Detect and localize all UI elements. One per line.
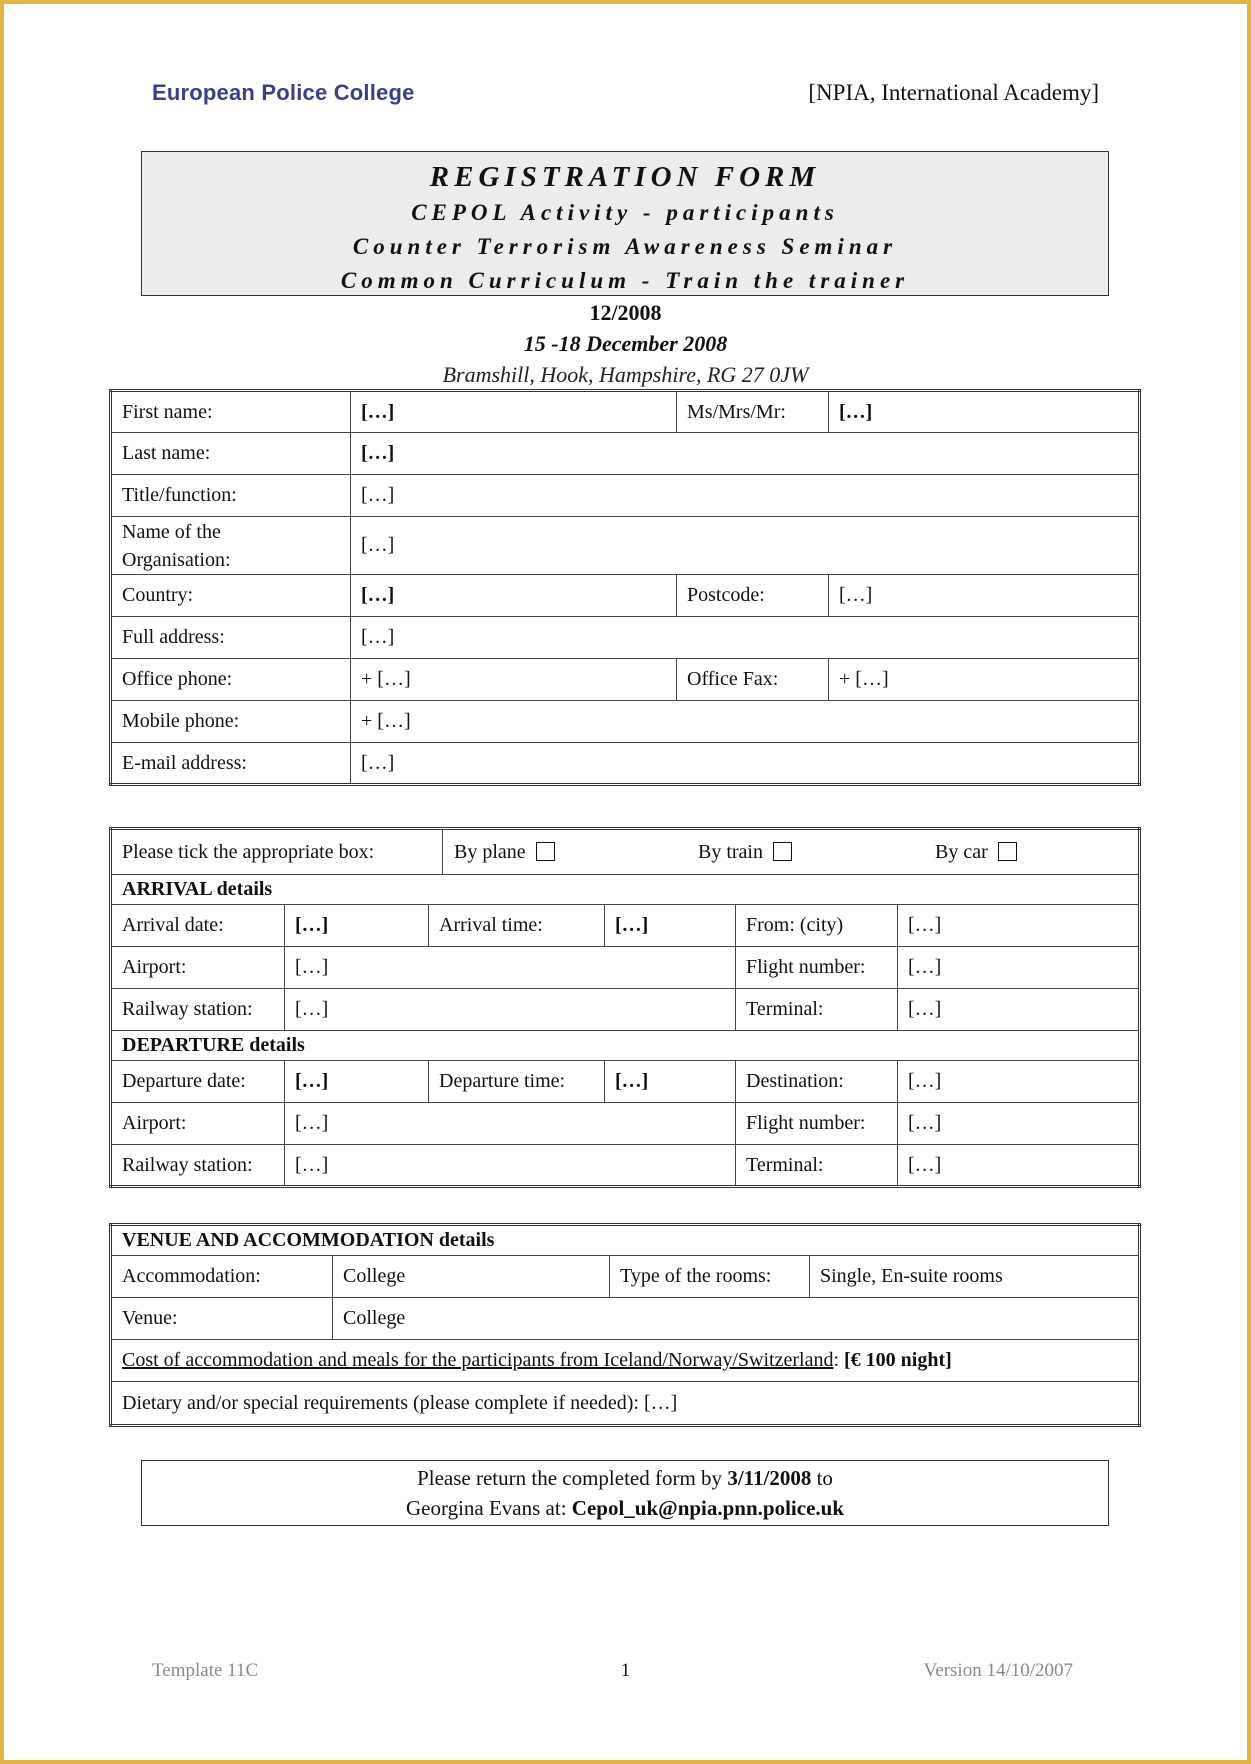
train-checkbox[interactable] (773, 842, 792, 861)
departure-railway-label: Railway station: (111, 1145, 285, 1187)
college-logo: European Police College (152, 80, 415, 105)
seminar-title: Counter Terrorism Awareness Seminar (352, 234, 898, 259)
title-function-field[interactable]: […] (351, 475, 1140, 517)
return-line-2 (142, 1493, 1108, 1523)
arrival-terminal-label: Terminal: (736, 989, 898, 1031)
office-phone-field[interactable]: + […] (351, 659, 677, 701)
car-label: By car (935, 840, 988, 863)
destination-field[interactable]: […] (898, 1061, 1140, 1103)
table-row (111, 989, 1140, 1031)
departure-flight-label: Flight number: (736, 1103, 898, 1145)
table-row (111, 743, 1140, 785)
form-title: REGISTRATION FORM (429, 161, 821, 193)
cost-value: [€ 100 night] (844, 1349, 952, 1371)
departure-airport-field[interactable]: […] (285, 1103, 736, 1145)
last-name-field[interactable]: […] (351, 433, 1140, 475)
return-line-1 (142, 1463, 1108, 1493)
table-row (111, 905, 1140, 947)
arrival-heading: ARRIVAL details (111, 875, 1140, 905)
first-name-label: First name: (111, 391, 351, 433)
room-type-label: Type of the rooms: (610, 1256, 810, 1298)
departure-date-field[interactable]: […] (285, 1061, 429, 1103)
return-prefix: Please return the completed form by (417, 1466, 723, 1490)
departure-time-field[interactable]: […] (605, 1061, 736, 1103)
arrival-airport-label: Airport: (111, 947, 285, 989)
footer-template: Template 11C (152, 1660, 259, 1681)
table-row (111, 1298, 1140, 1340)
cost-text: Cost of accommodation and meals for the participants from Iceland/Norway/Switzerland (122, 1349, 834, 1371)
departure-terminal-field[interactable]: […] (898, 1145, 1140, 1187)
event-reference: 12/2008 (589, 300, 662, 325)
arrival-terminal-field[interactable]: […] (898, 989, 1140, 1031)
arrival-railway-label: Railway station: (111, 989, 285, 1031)
from-city-field[interactable]: […] (898, 905, 1140, 947)
option-plane[interactable] (443, 841, 688, 864)
mobile-phone-field[interactable]: + […] (351, 701, 1140, 743)
table-row (111, 1256, 1140, 1298)
postcode-label: Postcode: (677, 575, 829, 617)
cost-colon: : (833, 1349, 840, 1371)
train-label: By train (698, 840, 763, 863)
venue-label: Venue: (111, 1298, 333, 1340)
arrival-date-field[interactable]: […] (285, 905, 429, 947)
table-row (111, 1145, 1140, 1187)
return-email[interactable]: Cepol_uk@npia.pnn.police.uk (571, 1496, 845, 1520)
table-row (111, 517, 1140, 575)
curriculum-title: Common Curriculum - Train the trainer (340, 268, 910, 293)
tick-label: Please tick the appropriate box: (112, 830, 443, 874)
return-suffix: to (816, 1466, 833, 1490)
table-row (111, 947, 1140, 989)
table-row (111, 391, 1140, 433)
table-row (111, 617, 1140, 659)
option-train[interactable] (688, 841, 925, 864)
title-function-label: Title/function: (111, 475, 351, 517)
arrival-railway-field[interactable]: […] (285, 989, 736, 1031)
first-name-field[interactable]: […] (351, 391, 677, 433)
country-field[interactable]: […] (351, 575, 677, 617)
table-row (111, 1031, 1140, 1061)
table-row (111, 1103, 1140, 1145)
return-deadline: 3/11/2008 (727, 1466, 812, 1490)
car-checkbox[interactable] (998, 842, 1017, 861)
arrival-date-label: Arrival date: (111, 905, 285, 947)
departure-date-label: Departure date: (111, 1061, 285, 1103)
mobile-phone-label: Mobile phone: (111, 701, 351, 743)
organisation-label (111, 517, 351, 575)
transport-row (111, 829, 1140, 875)
table-row (111, 829, 1140, 875)
table-row (111, 701, 1140, 743)
academy-header: [NPIA, International Academy] (808, 80, 1099, 105)
event-dates: 15 -18 December 2008 (523, 331, 728, 356)
personal-details-table (109, 389, 1141, 786)
email-label: E-mail address: (111, 743, 351, 785)
organisation-label-line1: Name of the (122, 520, 221, 543)
departure-flight-field[interactable]: […] (898, 1103, 1140, 1145)
room-type-value: Single, En-suite rooms (810, 1256, 1140, 1298)
accommodation-value: College (333, 1256, 610, 1298)
departure-railway-field[interactable]: […] (285, 1145, 736, 1187)
organisation-label-line2: Organisation: (122, 548, 231, 571)
plane-checkbox[interactable] (536, 842, 555, 861)
table-row (111, 433, 1140, 475)
last-name-label: Last name: (111, 433, 351, 475)
dietary-field[interactable]: Dietary and/or special requirements (please complete if needed): […] (111, 1382, 1140, 1426)
option-car[interactable] (925, 841, 1017, 864)
return-instructions (141, 1460, 1109, 1526)
footer-version: Version 14/10/2007 (923, 1660, 1073, 1681)
form-subtitle: CEPOL Activity - participants (411, 200, 839, 225)
travel-details-table (109, 827, 1141, 1188)
full-address-label: Full address: (111, 617, 351, 659)
table-row (111, 659, 1140, 701)
return-contact: Georgina Evans at: (405, 1496, 567, 1520)
table-row (111, 475, 1140, 517)
venue-table (109, 1223, 1141, 1427)
table-row (111, 1340, 1140, 1382)
arrival-flight-label: Flight number: (736, 947, 898, 989)
accommodation-label: Accommodation: (111, 1256, 333, 1298)
country-label: Country: (111, 575, 351, 617)
plane-label: By plane (454, 840, 526, 863)
from-city-label: From: (city) (736, 905, 898, 947)
arrival-flight-field[interactable]: […] (898, 947, 1140, 989)
email-field[interactable]: […] (351, 743, 1140, 785)
full-address-field[interactable]: […] (351, 617, 1140, 659)
venue-heading: VENUE AND ACCOMMODATION details (111, 1225, 1140, 1256)
office-fax-field[interactable]: + […] (829, 659, 1140, 701)
table-row (111, 1225, 1140, 1256)
cost-row (111, 1340, 1140, 1382)
arrival-airport-field[interactable]: […] (285, 947, 736, 989)
table-row (111, 1061, 1140, 1103)
table-row (111, 575, 1140, 617)
arrival-time-field[interactable]: […] (605, 905, 736, 947)
title-box (141, 151, 1109, 296)
event-place: Bramshill, Hook, Hampshire, RG 27 0JW (442, 362, 809, 387)
departure-heading: DEPARTURE details (111, 1031, 1140, 1061)
postcode-field[interactable]: […] (829, 575, 1140, 617)
departure-terminal-label: Terminal: (736, 1145, 898, 1187)
office-fax-label: Office Fax: (677, 659, 829, 701)
departure-airport-label: Airport: (111, 1103, 285, 1145)
organisation-field[interactable]: […] (351, 517, 1140, 575)
destination-label: Destination: (736, 1061, 898, 1103)
venue-value: College (333, 1298, 1140, 1340)
salutation-label: Ms/Mrs/Mr: (677, 391, 829, 433)
salutation-field[interactable]: […] (829, 391, 1140, 433)
office-phone-label: Office phone: (111, 659, 351, 701)
arrival-time-label: Arrival time: (429, 905, 605, 947)
footer-page-number: 1 (620, 1660, 631, 1681)
table-row (111, 1382, 1140, 1426)
table-row (111, 875, 1140, 905)
departure-time-label: Departure time: (429, 1061, 605, 1103)
